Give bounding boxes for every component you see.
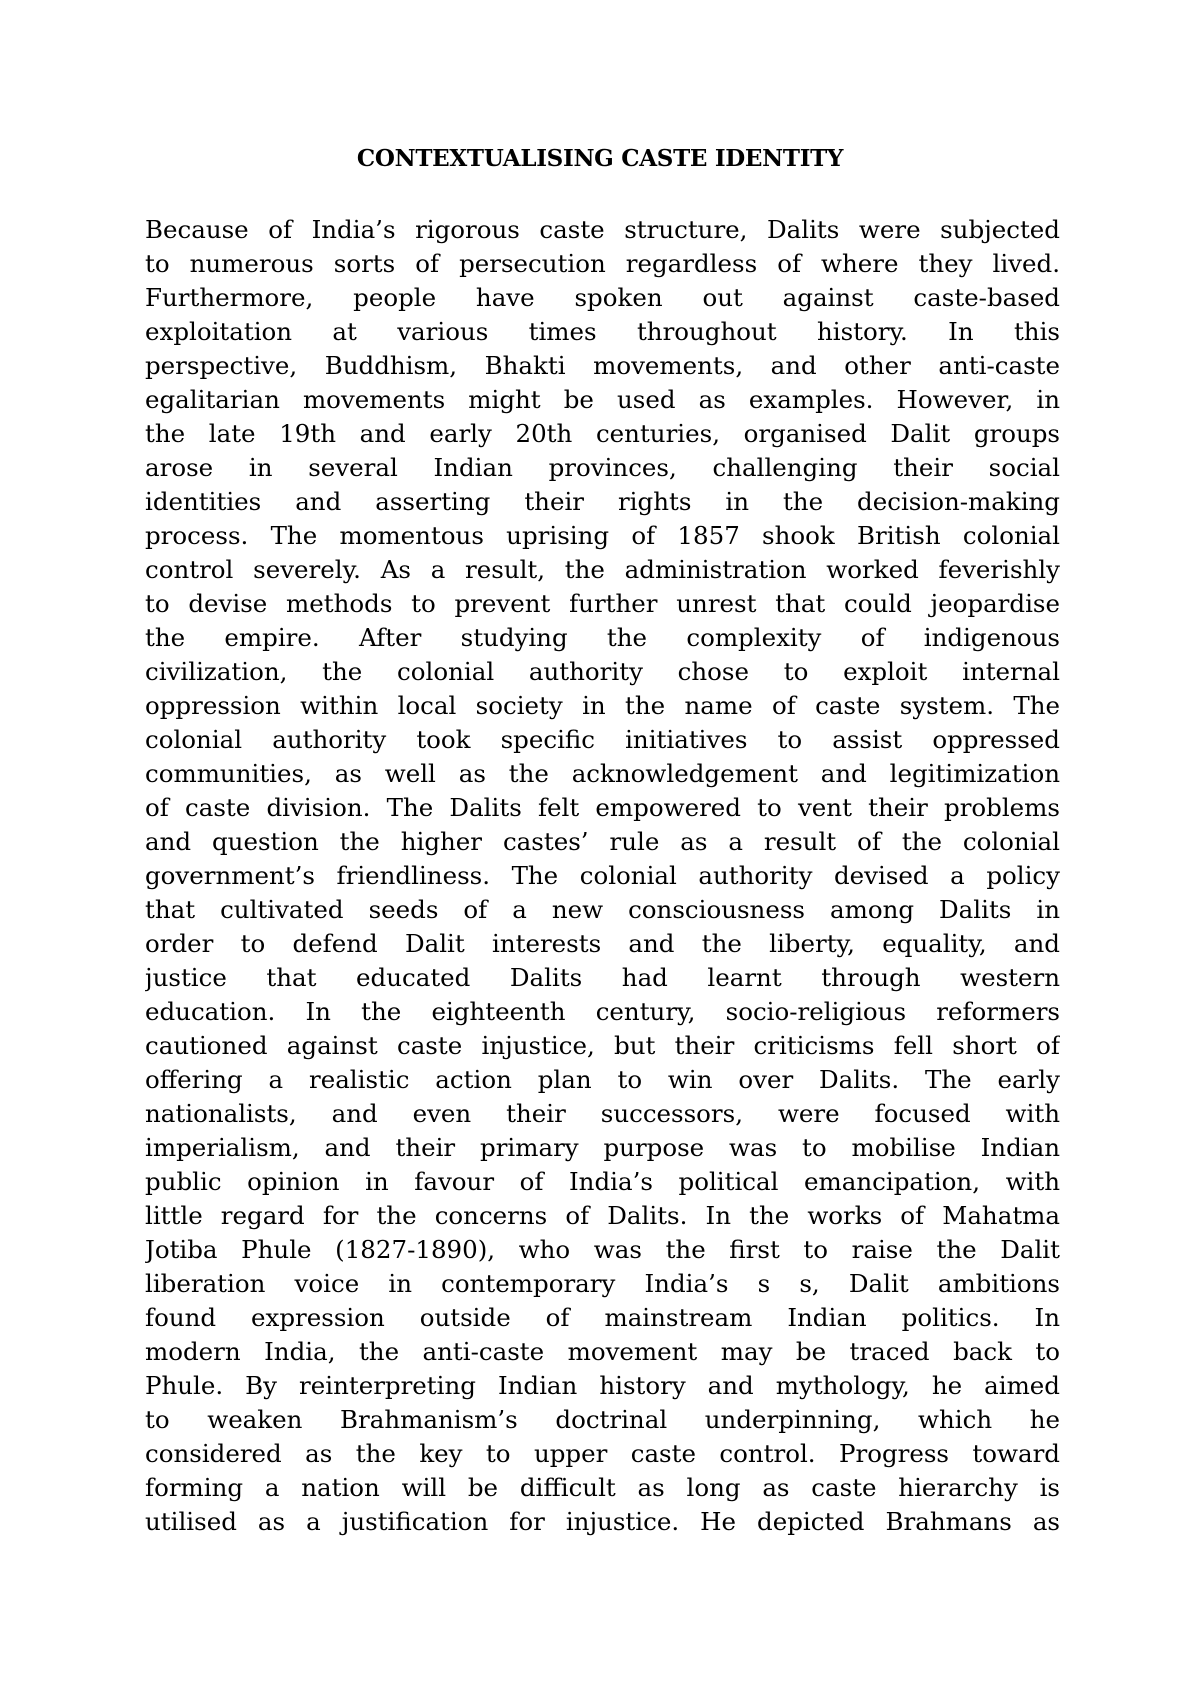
paragraph-line: order to defend Dalit interests and the liberty, equality, and xyxy=(145,929,1060,958)
paragraph-line: modern India, the anti-caste movement may be traced back to xyxy=(145,1337,1060,1366)
paragraph-line: Because of India’s rigorous caste structure, Dalits were subjected xyxy=(145,215,1060,244)
paragraph-line: identities and asserting their rights in the decision-making xyxy=(145,487,1060,516)
paragraph-line: colonial authority took specific initiatives to assist oppressed xyxy=(145,725,1060,754)
paragraph-line: justice that educated Dalits had learnt through western xyxy=(145,963,1060,992)
paragraph-line: education. In the eighteenth century, socio-religious reformers xyxy=(145,997,1060,1026)
paragraph-line: considered as the key to upper caste control. Progress toward xyxy=(145,1439,1060,1468)
paragraph-line: and question the higher castes’ rule as a result of the colonial xyxy=(145,827,1060,856)
paragraph-line: little regard for the concerns of Dalits. In the works of Mahatma xyxy=(145,1201,1060,1230)
paragraph-line: Furthermore, people have spoken out against caste-based xyxy=(145,283,1060,312)
paragraph-line: Phule. By reinterpreting Indian history and mythology, he aimed xyxy=(145,1371,1060,1400)
paragraph-line: cautioned against caste injustice, but their criticisms fell short of xyxy=(145,1031,1060,1060)
body-paragraph xyxy=(145,213,1060,1539)
paragraph-line: public opinion in favour of India’s political emancipation, with xyxy=(145,1167,1060,1196)
paragraph-line: forming a nation will be difficult as long as caste hierarchy is xyxy=(145,1473,1060,1502)
paragraph-line: exploitation at various times throughout history. In this xyxy=(145,317,1060,346)
paragraph-line: Jotiba Phule (1827-1890), who was the first to raise the Dalit xyxy=(145,1235,1060,1264)
paragraph-line: that cultivated seeds of a new consciousness among Dalits in xyxy=(145,895,1060,924)
paragraph-line: the late 19th and early 20th centuries, organised Dalit groups xyxy=(145,419,1060,448)
paragraph-line: to numerous sorts of persecution regardless of where they lived. xyxy=(145,249,1060,278)
paragraph-line: oppression within local society in the name of caste system. The xyxy=(145,691,1060,720)
paragraph-line: process. The momentous uprising of 1857 shook British colonial xyxy=(145,521,1060,550)
paragraph-line: to devise methods to prevent further unrest that could jeopardise xyxy=(145,589,1060,618)
paragraph-line: nationalists, and even their successors, were focused with xyxy=(145,1099,1060,1128)
paragraph-line: arose in several Indian provinces, challenging their social xyxy=(145,453,1060,482)
paragraph-line: civilization, the colonial authority chose to exploit internal xyxy=(145,657,1060,686)
paragraph-line: control severely. As a result, the administration worked feverishly xyxy=(145,555,1060,584)
paragraph-line: imperialism, and their primary purpose was to mobilise Indian xyxy=(145,1133,1060,1162)
paragraph-line: communities, as well as the acknowledgement and legitimization xyxy=(145,759,1060,788)
paragraph-line: of caste division. The Dalits felt empowered to vent their problems xyxy=(145,793,1060,822)
paragraph-line: liberation voice in contemporary India’s s s, Dalit ambitions xyxy=(145,1269,1060,1298)
paragraph-line: perspective, Buddhism, Bhakti movements, and other anti-caste xyxy=(145,351,1060,380)
paragraph-line: to weaken Brahmanism’s doctrinal underpinning, which he xyxy=(145,1405,1060,1434)
paragraph-line: egalitarian movements might be used as examples. However, in xyxy=(145,385,1060,414)
paragraph-line: government’s friendliness. The colonial authority devised a policy xyxy=(145,861,1060,890)
paragraph-line: the empire. After studying the complexity of indigenous xyxy=(145,623,1060,652)
page-title: CONTEXTUALISING CASTE IDENTITY xyxy=(356,145,844,172)
paragraph-line: utilised as a justification for injustice. He depicted Brahmans as xyxy=(145,1507,1060,1536)
paragraph-line: found expression outside of mainstream Indian politics. In xyxy=(145,1303,1060,1332)
paragraph-line: offering a realistic action plan to win over Dalits. The early xyxy=(145,1065,1060,1094)
